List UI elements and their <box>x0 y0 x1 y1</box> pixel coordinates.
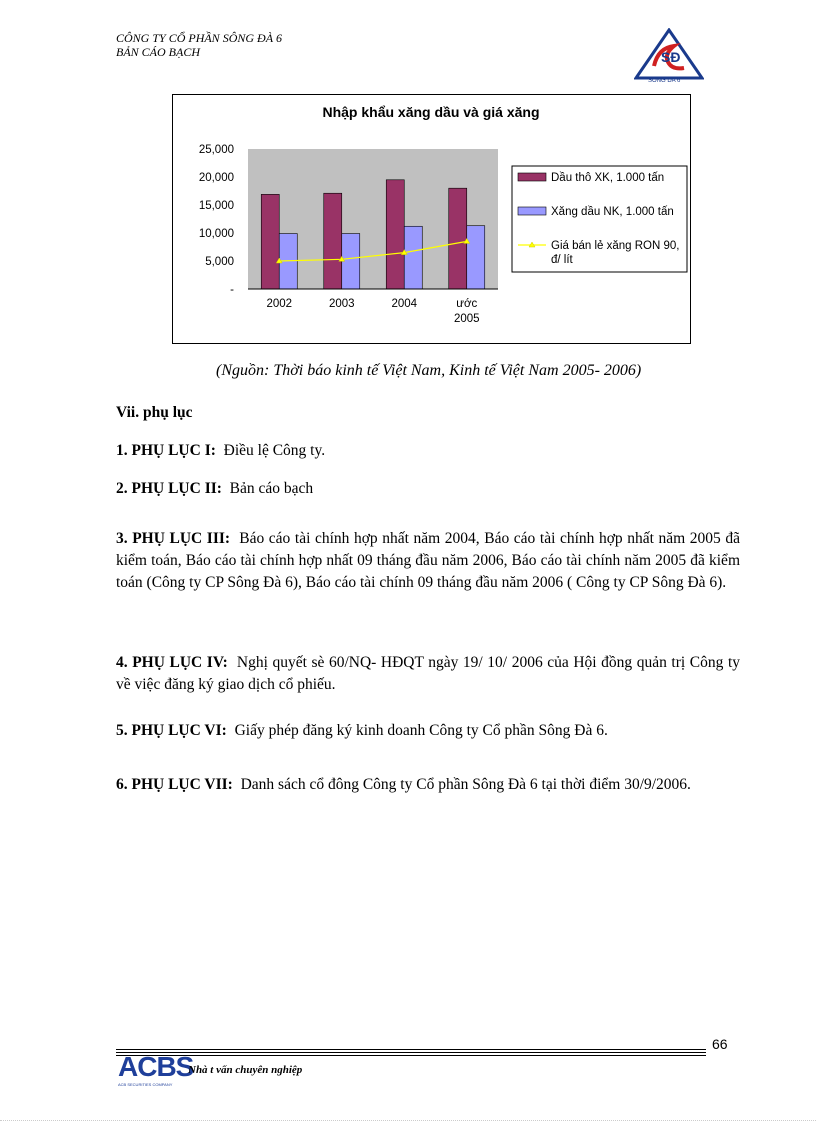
logo-text: SONG DA 6 <box>648 78 681 84</box>
y-tick-label: 5,000 <box>205 256 234 268</box>
company-logo <box>634 28 704 84</box>
bar <box>449 188 467 289</box>
y-tick-label: 15,000 <box>198 200 234 212</box>
footer-rule <box>116 1052 706 1053</box>
appendix-label: 3. PHỤ LỤC III: <box>116 530 231 547</box>
x-tick-label: 2005 <box>453 313 480 325</box>
page-edge <box>0 1120 816 1121</box>
svg-text:SĐ: SĐ <box>661 49 681 65</box>
x-tick-label: 2002 <box>266 298 293 310</box>
appendix-label: 6. PHỤ LỤC VII: <box>116 776 233 793</box>
appendix-label: 2. PHỤ LỤC II: <box>116 480 222 497</box>
y-tick-label: 25,000 <box>198 144 234 156</box>
y-tick-label: 20,000 <box>198 172 234 184</box>
y-tick-label: 10,000 <box>198 228 234 240</box>
legend-label: Giá bán lẻ xăng RON 90, <box>551 240 680 252</box>
appendix-label: 4. PHỤ LỤC IV: <box>116 654 228 671</box>
appendix-text: Điều lệ Công ty. <box>223 442 326 459</box>
chart-source: (Nguồn: Thời báo kinh tế Việt Nam, Kinh tế Việt Nam 2005- 2006) <box>216 362 642 379</box>
chart-frame <box>172 94 691 344</box>
acbs-logo: ACBS <box>118 1051 194 1082</box>
appendix-item-6 <box>116 774 740 796</box>
legend-label: Xăng dầu NK, 1.000 tấn <box>551 206 674 218</box>
bar <box>404 226 422 289</box>
x-tick-label: 2004 <box>391 298 418 310</box>
bar <box>467 226 485 289</box>
appendix-item-2 <box>116 478 740 500</box>
appendix-text: Danh sách cổ đông Công ty Cổ phần Sông Đà 6 tại thời điểm 30/9/2006. <box>240 776 691 793</box>
appendix-text: Giấy phép đăng ký kinh doanh Công ty Cổ phần Sông Đà 6. <box>234 722 608 739</box>
appendix-item-1 <box>116 440 740 462</box>
header-document: BẢN CÁO BẠCH <box>116 45 200 59</box>
legend-swatch <box>518 173 546 181</box>
acbs-logo-sub: ACB SECURITIES COMPANY <box>118 1082 173 1087</box>
bar <box>386 180 404 289</box>
header-company: CÔNG TY CỔ PHẦN SÔNG ĐÀ 6 <box>116 31 283 45</box>
appendix-item-3 <box>116 528 740 594</box>
legend-label: đ/ lít <box>551 254 573 266</box>
appendix-text: Báo cáo tài chính hợp nhất năm 2004, Báo cáo tài chính hợp nhất năm 2005 đã kiểm toán, Báo cáo tài chính hợp nhất 09 tháng đầu năm 2006, Báo cáo tài chính năm 2005 đã kiểm toán (Công ty CP Sông Đà 6), Báo cáo tài chính 09 tháng đầu năm 2006 ( Công ty CP Sông Đà 6). <box>116 530 741 591</box>
section-title: Vii. phụ lục <box>116 404 193 421</box>
footer-slogan: Nhà t vấn chuyên nghiệp <box>188 1064 303 1076</box>
legend-swatch <box>518 207 546 215</box>
appendix-item-4 <box>116 652 740 696</box>
bar-chart <box>173 95 690 343</box>
appendix-item-5 <box>116 720 740 742</box>
appendix-label: 1. PHỤ LỤC I: <box>116 442 216 459</box>
appendix-text: Bản cáo bạch <box>229 480 314 497</box>
bar <box>261 194 279 289</box>
x-tick-label: ước <box>456 298 478 310</box>
footer-rule <box>116 1055 706 1056</box>
appendix-text: Nghị quyết sè 60/NQ- HĐQT ngày 19/ 10/ 2006 của Hội đồng quản trị Công ty về việc đăng ký giao dịch cổ phiếu. <box>116 654 740 693</box>
y-tick-label: - <box>230 284 234 296</box>
bar <box>324 193 342 289</box>
footer-rule <box>116 1049 706 1050</box>
footer-logo <box>118 1052 193 1087</box>
page-number: 66 <box>712 1036 728 1052</box>
chart-title: Nhập khẩu xăng dầu và giá xăng <box>322 104 540 120</box>
appendix-label: 5. PHỤ LỤC VI: <box>116 722 227 739</box>
legend-label: Dầu thô XK, 1.000 tấn <box>551 172 665 184</box>
x-tick-label: 2003 <box>328 298 355 310</box>
